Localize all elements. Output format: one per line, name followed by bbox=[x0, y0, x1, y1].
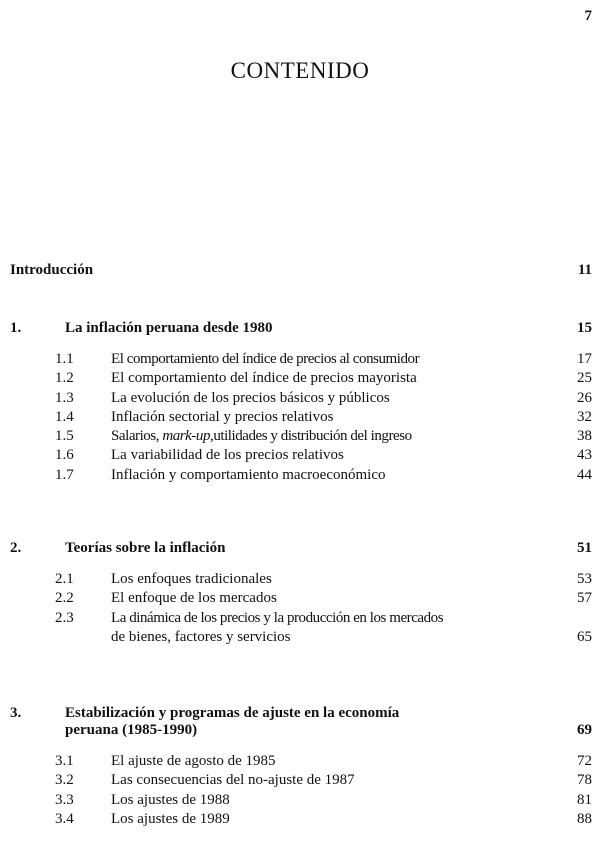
section-title: Los ajustes de 1989 bbox=[111, 810, 230, 827]
section-page: 44 bbox=[577, 466, 592, 483]
section-page: 43 bbox=[577, 447, 592, 464]
section-page: 57 bbox=[577, 590, 592, 607]
section-title bbox=[111, 609, 552, 648]
toc-section bbox=[10, 570, 592, 589]
section-number: 2.2 bbox=[55, 590, 74, 607]
section-list bbox=[10, 752, 592, 829]
toc-section bbox=[10, 791, 592, 810]
page-number: 7 bbox=[584, 8, 592, 24]
toc-section bbox=[10, 589, 592, 608]
toc-section bbox=[10, 771, 592, 790]
chapter-page: 15 bbox=[577, 320, 592, 336]
section-title: El enfoque de los mercados bbox=[111, 590, 277, 607]
section-title bbox=[111, 427, 552, 446]
section-page: 38 bbox=[577, 428, 592, 445]
toc-section bbox=[10, 408, 592, 427]
chapter-heading bbox=[10, 540, 592, 557]
section-title: La variabilidad de los precios relativos bbox=[111, 447, 344, 464]
chapter-title-line: peruana (1985-1990) bbox=[65, 722, 198, 738]
section-page: 78 bbox=[577, 772, 592, 789]
section-list bbox=[10, 350, 592, 485]
chapter-title bbox=[65, 705, 552, 739]
section-title: Inflación y comportamiento macroeconómico bbox=[111, 466, 386, 483]
chapter-heading bbox=[10, 320, 592, 337]
section-title: El ajuste de agosto de 1985 bbox=[111, 753, 276, 769]
section-number: 1.2 bbox=[55, 370, 74, 387]
chapter-number: 1. bbox=[10, 320, 22, 336]
section-page: 81 bbox=[577, 791, 592, 808]
section-title: Las consecuencias del no-ajuste de 1987 bbox=[111, 772, 355, 789]
chapter-title: La inflación peruana desde 1980 bbox=[65, 320, 273, 336]
section-page: 65 bbox=[577, 628, 592, 645]
section-title-line: de bienes, factores y servicios bbox=[111, 628, 291, 645]
toc-chapter-3 bbox=[10, 705, 592, 829]
toc-chapter-2 bbox=[10, 540, 592, 647]
toc-chapter-1 bbox=[10, 320, 592, 485]
chapter-title: Teorías sobre la inflación bbox=[65, 540, 226, 556]
toc-section bbox=[10, 609, 592, 648]
toc-section bbox=[10, 427, 592, 446]
section-page: 53 bbox=[577, 571, 592, 587]
section-page: 17 bbox=[577, 351, 592, 367]
introduction-page: 11 bbox=[577, 262, 592, 278]
section-list bbox=[10, 570, 592, 647]
section-page: 26 bbox=[577, 389, 592, 406]
section-number: 2.1 bbox=[55, 571, 74, 587]
section-number: 1.3 bbox=[55, 389, 74, 406]
section-title-line: La dinámica de los precios y la producción en los mercados bbox=[111, 609, 444, 626]
section-number: 3.4 bbox=[55, 810, 74, 827]
section-title: Los enfoques tradicionales bbox=[111, 571, 272, 587]
section-title: El comportamiento del índice de precios al consumidor bbox=[111, 351, 420, 367]
chapter-page: 69 bbox=[577, 722, 592, 738]
toc-section bbox=[10, 752, 592, 771]
section-page: 88 bbox=[577, 810, 592, 827]
section-number: 1.5 bbox=[55, 428, 74, 445]
chapter-title-line: Estabilización y programas de ajuste en la economía bbox=[65, 705, 400, 721]
section-number: 1.6 bbox=[55, 447, 74, 464]
section-number: 2.3 bbox=[55, 609, 74, 626]
section-number: 3.1 bbox=[55, 753, 74, 769]
section-title-italic: mark-up, bbox=[162, 428, 214, 445]
section-number: 1.7 bbox=[55, 466, 74, 483]
toc-section bbox=[10, 466, 592, 485]
section-title: El comportamiento del índice de precios mayorista bbox=[111, 370, 417, 387]
section-number: 1.1 bbox=[55, 351, 74, 367]
toc-section bbox=[10, 369, 592, 388]
section-number: 3.2 bbox=[55, 772, 74, 789]
section-title-part: utilidades y distribución del ingreso bbox=[213, 428, 412, 445]
section-page: 72 bbox=[577, 753, 592, 769]
section-title-part: Salarios, bbox=[111, 428, 163, 445]
page-title: CONTENIDO bbox=[230, 58, 370, 83]
section-title: Inflación sectorial y precios relativos bbox=[111, 408, 334, 425]
toc-introduction bbox=[10, 262, 592, 279]
section-title: La evolución de los precios básicos y públicos bbox=[111, 389, 390, 406]
section-page: 32 bbox=[577, 408, 592, 425]
chapter-page: 51 bbox=[577, 540, 592, 556]
toc-section bbox=[10, 389, 592, 408]
chapter-number: 2. bbox=[10, 540, 22, 556]
introduction-label: Introducción bbox=[10, 262, 94, 278]
chapter-heading bbox=[10, 705, 592, 739]
toc-section bbox=[10, 810, 592, 829]
toc-section bbox=[10, 350, 592, 369]
section-page: 25 bbox=[577, 370, 592, 387]
section-title: Los ajustes de 1988 bbox=[111, 791, 230, 808]
section-number: 3.3 bbox=[55, 791, 74, 808]
section-number: 1.4 bbox=[55, 408, 74, 425]
toc-section bbox=[10, 446, 592, 465]
chapter-number: 3. bbox=[10, 705, 22, 721]
